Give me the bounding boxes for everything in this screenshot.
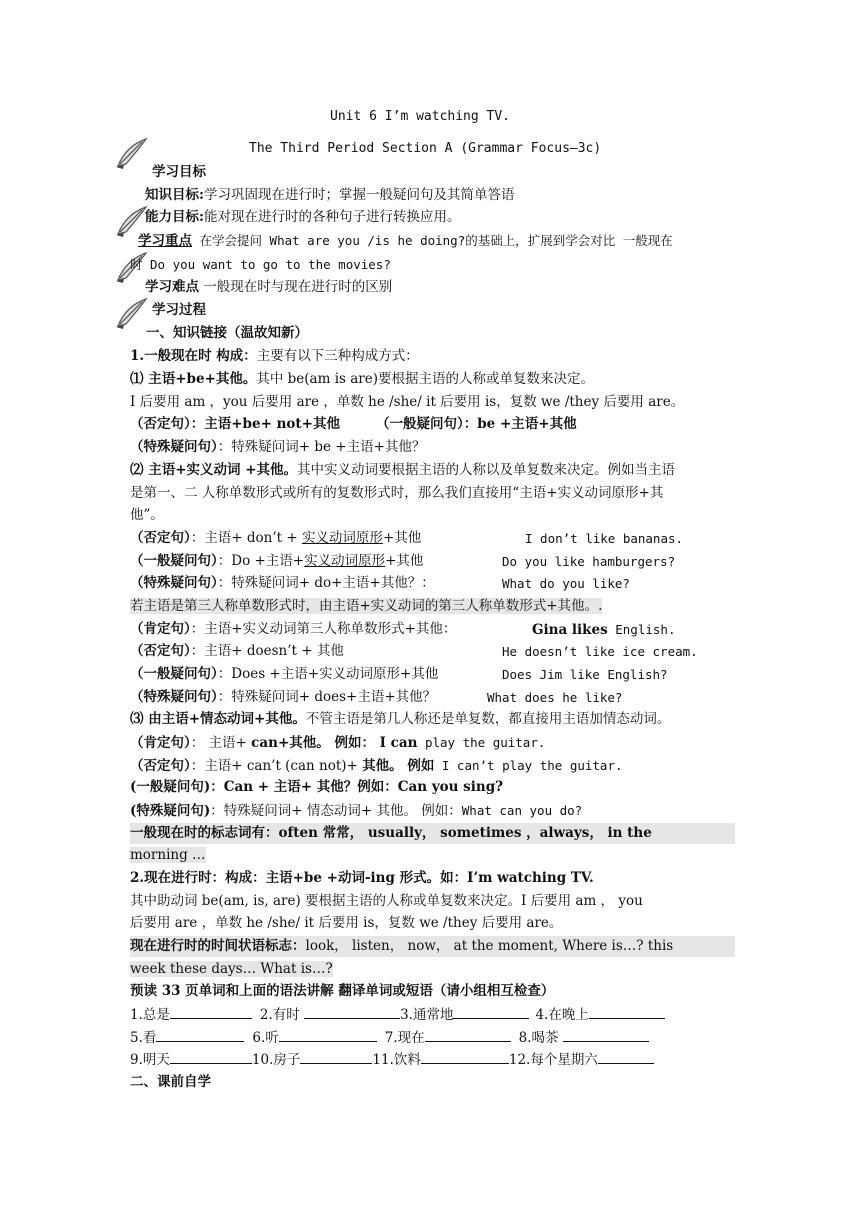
- ability-objective: 能力目标:能对现在进行时的各种句子进行转换应用。: [145, 209, 461, 225]
- unit-title: Unit 6 I’m watching TV.: [330, 109, 511, 124]
- vocab-item: 3.通常地: [400, 1007, 454, 1023]
- text-line: I 后要用 am ，you 后要用 are ，单数 he /she/ it 后要用 is，复数 we /they 后要用 are。: [130, 394, 685, 410]
- text-line: （否定句）：主语+ don’t + 实义动词原形+其他: [130, 530, 422, 546]
- blank-line[interactable]: [563, 1027, 649, 1042]
- objectives-heading: 学习目标: [152, 164, 206, 180]
- process-heading: 学习过程: [152, 302, 206, 318]
- quill-icon: [112, 136, 152, 170]
- example-sentence: He doesn’t like ice cream.: [502, 644, 698, 659]
- vocab-item: 4.在晚上: [535, 1007, 589, 1023]
- vocab-item: 11.饮料: [372, 1052, 421, 1068]
- example-sentence: I don’t like bananas.: [525, 531, 684, 546]
- example-sentence: Do you like hamburgers?: [502, 554, 676, 569]
- text-line: （一般疑问句）：Does +主语+实义动词原形+其他: [130, 666, 439, 682]
- blank-line[interactable]: [421, 1049, 509, 1064]
- vocab-item: 7.现在: [384, 1030, 425, 1046]
- text-line: 预读 33 页单词和上面的语法讲解 翻译单词或短语（请小组相互检查）: [130, 983, 555, 999]
- vocab-row: [130, 1049, 735, 1070]
- vocab-item: 10.房子: [251, 1052, 301, 1068]
- blank-line[interactable]: [453, 1004, 529, 1019]
- vocab-item: 5.看: [130, 1030, 157, 1046]
- blank-line[interactable]: [598, 1049, 654, 1064]
- vocab-item: 12.每个星期六: [508, 1052, 598, 1068]
- learning-focus-cont: 时 Do you want to go to the movies?: [130, 257, 391, 272]
- blank-line[interactable]: [279, 1027, 377, 1042]
- text-line: （肯定句）：主语+实义动词第三人称单数形式+其他：: [130, 621, 457, 637]
- vocab-row: [130, 1027, 735, 1048]
- blank-line[interactable]: [589, 1004, 665, 1019]
- text-line: ⑶ 由主语+情态动词+其他。不管主语是第几人称还是单复数，都直接用主语加情态动词。: [130, 711, 671, 727]
- text-line: （特殊疑问句）：特殊疑问词+ does+主语+其他？: [130, 689, 437, 705]
- text-line: （特殊疑问句）：特殊疑问词+ do+主语+其他？：: [130, 575, 435, 591]
- text-line: 后要用 are ，单数 he /she/ it 后要用 is，复数 we /they 后要用 are。: [130, 915, 563, 931]
- highlighted-rule: 一般现在时的标志词有：often 常常， usually， sometimes ，always， in the: [130, 823, 735, 844]
- text-line: （否定句）：主语+ doesn’t + 其他: [130, 643, 344, 659]
- vocab-row: [130, 1004, 735, 1025]
- text-line: 1.一般现在时 构成：主要有以下三种构成方式：: [130, 348, 419, 364]
- example-sentence: What do you like?: [502, 576, 630, 591]
- learning-difficulty: 学习难点 一般现在时与现在进行时的区别: [145, 279, 393, 295]
- text-line: 是第一、二 人称单数形式或所有的复数形式时，那么我们直接用“主语+实义动词原形+其: [130, 485, 664, 501]
- blank-line[interactable]: [425, 1027, 511, 1042]
- learning-focus: 学习重点 在学会提问 What are you /is he doing?的基础上，扩展到学会对比 一般现在: [138, 233, 673, 249]
- text-line: （否定句）：主语+ can’t (can not)+ 其他。 例如 I can’t play the guitar.: [130, 758, 623, 774]
- blank-line[interactable]: [170, 1004, 252, 1019]
- text-line: (一般疑问句)：Can + 主语+ 其他？例如：Can you sing?: [130, 779, 504, 795]
- highlighted-rule: 现在进行时的时间状语标志：look， listen， now， at the moment, Where is…? this: [130, 936, 735, 957]
- text-line: 其中助动词 be(am, is, are) 要根据主语的人称或单复数来决定。I 后要用 am ， you: [130, 893, 643, 909]
- vocab-item: 2.有时: [259, 1007, 305, 1023]
- period-line: The Third Period Section A (Grammar Focus—3c): [249, 141, 602, 156]
- example-sentence: Gina likes English.: [532, 622, 676, 638]
- section1-heading: 一、知识链接（温故知新）: [146, 325, 308, 341]
- blank-line[interactable]: [156, 1027, 244, 1042]
- text-line: （特殊疑问句）：特殊疑问词+ be +主语+其他？: [130, 439, 426, 455]
- text-line: (特殊疑问句)：特殊疑问词+ 情态动词+ 其他。 例如：What can you do?: [130, 803, 583, 819]
- vocab-item: 1.总是: [130, 1007, 170, 1023]
- blank-line[interactable]: [170, 1049, 252, 1064]
- blank-line[interactable]: [300, 1049, 372, 1064]
- highlighted-rule: 若主语是第三人称单数形式时，由主语+实义动词的第三人称单数形式+其他。.: [130, 598, 603, 614]
- vocab-item: 6.听: [252, 1030, 279, 1046]
- vocab-item: 8.喝茶: [518, 1030, 563, 1046]
- blank-line[interactable]: [304, 1004, 400, 1019]
- example-sentence: Does Jim like English?: [502, 667, 668, 682]
- text-line: ⑴ 主语+be+其他。其中 be(am is are)要根据主语的人称或单复数来决定。: [130, 371, 594, 387]
- text-line: ⑵ 主语+实义动词 +其他。其中实义动词要根据主语的人称以及单复数来决定。例如当主语: [130, 462, 676, 478]
- text-line: 2.现在进行时：构成：主语+be +动词-ing 形式。如：I’m watching TV.: [130, 870, 594, 886]
- knowledge-objective: 知识目标:学习巩固现在进行时；掌握一般疑问句及其简单答语: [145, 187, 515, 203]
- vocab-item: 9.明天: [130, 1052, 170, 1068]
- text-line: （肯定句）： 主语+ can+其他。 例如： I can play the guitar.: [130, 735, 546, 751]
- text-line: （一般疑问句）：Do +主语+实义动词原形+其他: [130, 553, 424, 569]
- text-line: 他”。: [130, 507, 164, 523]
- highlighted-rule: morning …: [130, 847, 206, 863]
- section2-heading: 二、课前自学: [130, 1074, 211, 1090]
- text-line: （否定句）：主语+be+ not+其他 （一般疑问句）：be +主语+其他: [130, 416, 577, 432]
- example-sentence: What does he like?: [487, 690, 623, 705]
- highlighted-rule: week these days… What is…?: [130, 961, 333, 977]
